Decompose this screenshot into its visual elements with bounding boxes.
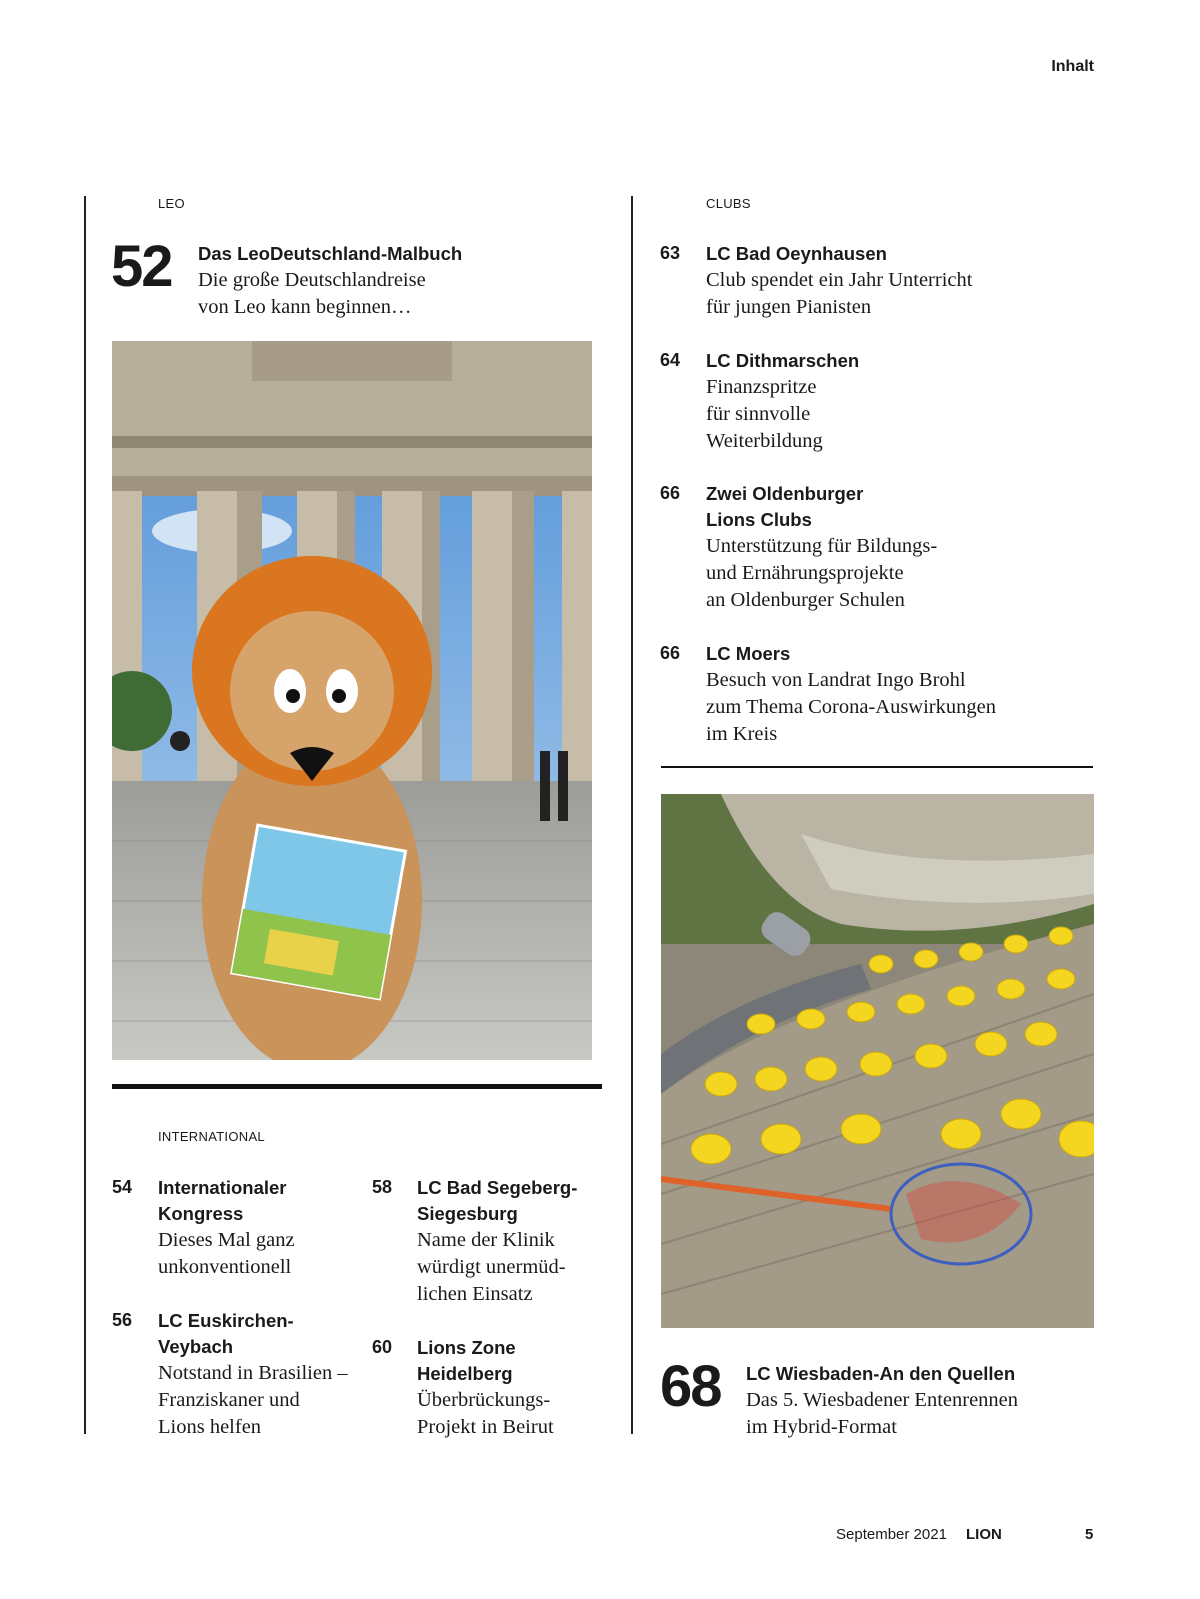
section-divider-thin [661, 766, 1093, 768]
toc-entry[interactable] [660, 348, 1100, 455]
entry-desc: Das 5. Wiesbadener Entenrennen [746, 1389, 1019, 1411]
feature-entry-clubs[interactable] [746, 1361, 1018, 1441]
entry-desc: würdigt unermüd- [417, 1256, 566, 1278]
entry-title: Kongress [158, 1203, 244, 1224]
entry-page-number: 54 [112, 1177, 133, 1197]
toc-entry[interactable] [660, 481, 1100, 614]
entry-desc: im Kreis [706, 723, 778, 745]
entry-desc: Finanzspritze [706, 376, 817, 398]
entry-page-number: 66 [660, 643, 681, 663]
entry-title: Siegesburg [417, 1203, 518, 1224]
leo-mascot-photo [112, 341, 592, 1060]
section-label-clubs: CLUBS [706, 196, 751, 211]
entry-desc: Lions helfen [158, 1416, 262, 1438]
entry-desc: für jungen Pianisten [706, 296, 872, 318]
center-column-rule [631, 196, 633, 1434]
footer-page-number: 5 [1085, 1526, 1094, 1543]
entry-title: LC Dithmarschen [706, 350, 860, 371]
toc-entry[interactable] [112, 1308, 362, 1441]
entry-desc: Weiterbildung [706, 430, 823, 452]
entry-desc: Club spendet ein Jahr Unterricht [706, 269, 973, 291]
entry-title: LC Bad Segeberg- [417, 1177, 578, 1198]
entry-desc: Überbrückungs- [417, 1389, 551, 1411]
left-column-rule [84, 196, 86, 1434]
entry-desc: Name der Klinik [417, 1229, 555, 1251]
entry-page-number: 64 [660, 350, 681, 370]
feature-page-number: 52 [111, 234, 172, 299]
entry-title: Das LeoDeutschland-Malbuch [198, 243, 463, 264]
entry-desc: Franziskaner und [158, 1389, 300, 1411]
section-label-leo: LEO [158, 196, 185, 211]
entry-desc: Die große Deutschlandreise [198, 269, 426, 291]
entry-title: LC Wiesbaden-An den Quellen [746, 1363, 1016, 1384]
toc-entry[interactable] [372, 1335, 612, 1441]
entry-desc: im Hybrid-Format [746, 1416, 897, 1438]
toc-entry[interactable] [660, 641, 1100, 748]
entry-desc: an Oldenburger Schulen [706, 589, 905, 611]
entry-page-number: 56 [112, 1310, 133, 1330]
entry-page-number: 63 [660, 243, 681, 263]
entry-desc: Notstand in Brasilien – [158, 1362, 348, 1384]
entry-desc: für sinnvolle [706, 403, 811, 425]
entry-title: Lions Zone [417, 1337, 516, 1358]
entry-desc: lichen Einsatz [417, 1283, 533, 1305]
entry-page-number: 58 [372, 1177, 393, 1197]
entry-page-number: 66 [660, 483, 681, 503]
toc-entry[interactable] [112, 1175, 362, 1281]
footer-date: September 2021 [836, 1526, 947, 1543]
section-header: Inhalt [1051, 58, 1094, 75]
entry-desc: Projekt in Beirut [417, 1416, 554, 1438]
toc-entry[interactable] [372, 1175, 612, 1308]
entry-title: LC Bad Oeynhausen [706, 243, 887, 264]
feature-page-number: 68 [660, 1354, 721, 1419]
duck-race-photo [661, 794, 1094, 1328]
section-divider-thick [112, 1084, 602, 1089]
entry-desc: unkonventionell [158, 1256, 292, 1278]
entry-title: Zwei Oldenburger [706, 483, 864, 504]
entry-desc: Dieses Mal ganz [158, 1229, 295, 1251]
toc-entry[interactable] [660, 241, 1100, 321]
section-label-international: INTERNATIONAL [158, 1129, 265, 1144]
entry-desc: und Ernährungsprojekte [706, 562, 904, 584]
entry-title: LC Euskirchen- [158, 1310, 294, 1331]
entry-title: Lions Clubs [706, 509, 812, 530]
entry-title: Internationaler [158, 1177, 287, 1198]
entry-page-number: 60 [372, 1337, 393, 1357]
entry-desc: von Leo kann beginnen… [198, 296, 412, 318]
entry-desc: Unterstützung für Bildungs- [706, 535, 938, 557]
feature-entry-leo[interactable] [198, 241, 462, 321]
entry-title: Veybach [158, 1336, 234, 1357]
entry-title: LC Moers [706, 643, 791, 664]
entry-desc: zum Thema Corona-Auswirkungen [706, 696, 996, 718]
entry-desc: Besuch von Landrat Ingo Brohl [706, 669, 966, 691]
entry-title: Heidelberg [417, 1363, 513, 1384]
footer-magazine-name: LION [966, 1526, 1002, 1543]
